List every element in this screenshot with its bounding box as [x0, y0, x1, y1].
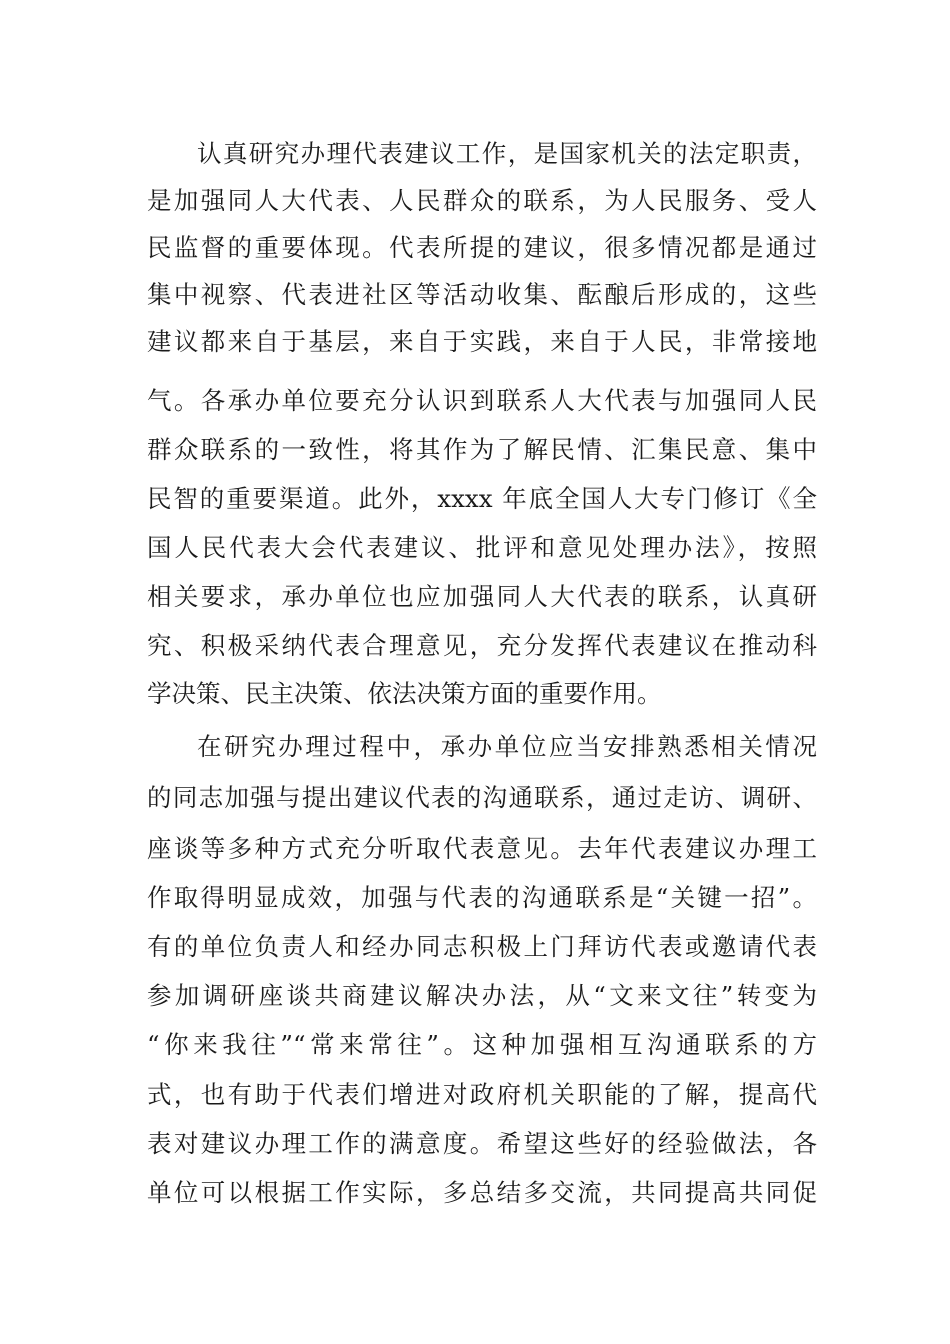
- text-line: 国人民代表大会代表建议、批评和意见处理办法》，按照: [147, 533, 817, 562]
- text-line: 民智的重要渠道。此外，xxxx 年底全国人大专门修订《全: [147, 484, 817, 513]
- text-line: 作取得明显成效，加强与代表的沟通联系是“关键一招”。: [147, 883, 817, 912]
- text-line: 表对建议办理工作的满意度。希望这些好的经验做法，各: [147, 1129, 817, 1158]
- text-line: 群众联系的一致性，将其作为了解民情、汇集民意、集中: [147, 435, 817, 464]
- text-line: 在研究办理过程中，承办单位应当安排熟悉相关情况: [197, 732, 817, 761]
- text-line: 有的单位负责人和经办同志积极上门拜访代表或邀请代表: [147, 932, 817, 961]
- text-line: 式，也有助于代表们增进对政府机关职能的了解，提高代: [147, 1080, 817, 1109]
- text-line: 参加调研座谈共商建议解决办法，从“文来文往”转变为: [147, 981, 817, 1010]
- text-line: 究、积极采纳代表合理意见，充分发挥代表建议在推动科: [147, 631, 817, 660]
- text-line: 相关要求，承办单位也应加强同人大代表的联系，认真研: [147, 582, 817, 611]
- text-line: 集中视察、代表进社区等活动收集、酝酿后形成的，这些: [147, 280, 817, 309]
- text-line: 的同志加强与提出建议代表的沟通联系，通过走访、调研、: [147, 783, 817, 812]
- text-line: 座谈等多种方式充分听取代表意见。去年代表建议办理工: [147, 834, 817, 863]
- text-line: 建议都来自于基层，来自于实践，来自于人民，非常接地: [147, 327, 817, 356]
- text-line: 认真研究办理代表建议工作，是国家机关的法定职责，: [197, 139, 817, 168]
- text-line: 气。各承办单位要充分认识到联系人大代表与加强同人民: [147, 386, 817, 415]
- text-line: 民监督的重要体现。代表所提的建议，很多情况都是通过: [147, 233, 817, 262]
- text-line: 学决策、民主决策、依法决策方面的重要作用。: [147, 679, 662, 708]
- text-line: 单位可以根据工作实际，多总结多交流，共同提高共同促: [147, 1178, 817, 1207]
- text-line: 是加强同人大代表、人民群众的联系，为人民服务、受人: [147, 186, 817, 215]
- text-line: “你来我往”“常来常往”。这种加强相互沟通联系的方: [147, 1030, 817, 1059]
